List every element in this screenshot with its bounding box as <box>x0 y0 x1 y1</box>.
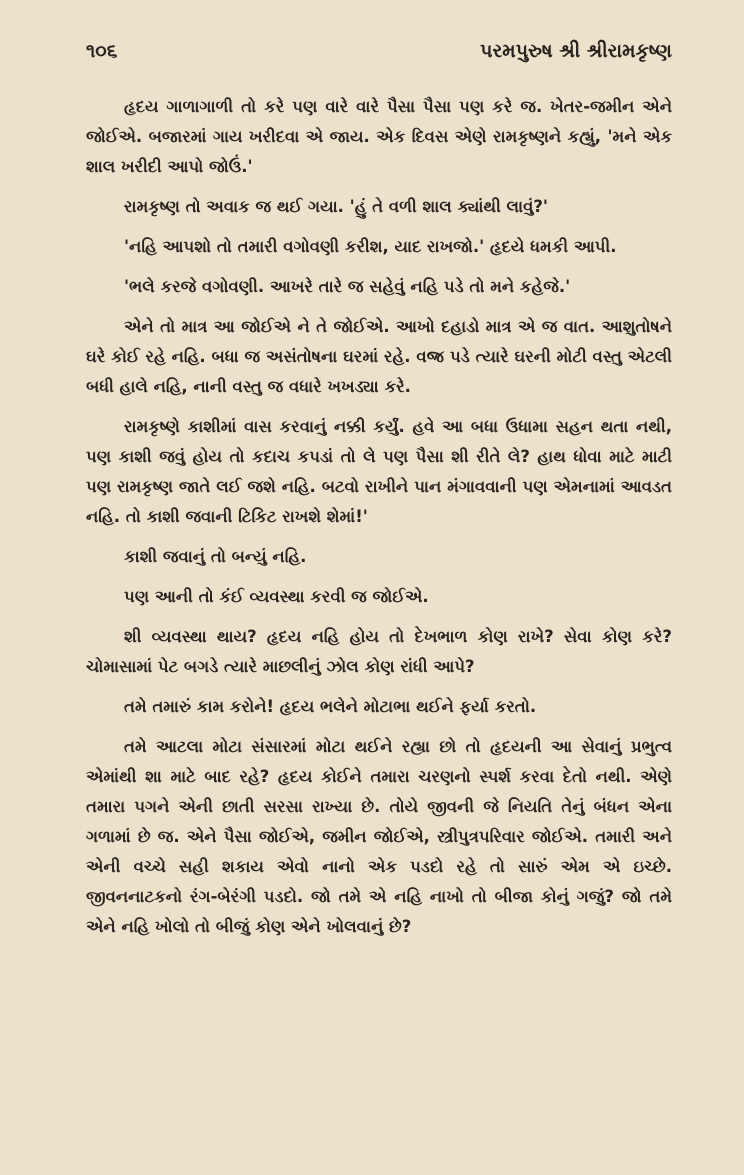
paragraph: શી વ્યવસ્થા થાય? હૃદય નહિ હોય તો દેખભાળ કોણ રાખે? સેવા કોણ કરે? ચોમાસામાં પેટ બગડે ત્યારે માછલીનું ઝોલ કોણ રાંધી આપે? <box>86 627 672 676</box>
paragraph: તમે તમારું કામ કરોને! હૃદય ભલેને મોટાભા થઈને ફર્યા કરતો. <box>124 697 537 716</box>
page-number: ૧૦૬ <box>86 40 118 62</box>
paragraph: તમે આટલા મોટા સંસારમાં મોટા થઈને રહ્યા છો તો હૃદયની આ સેવાનું પ્રભુત્વ એમાંથી શા માટે બાદ રહે? હૃદય કોઈને તમારા ચરણનો સ્પર્શ કરવા દેતો નથી. એણે તમારા પગને એની છાતી સરસા રાખ્યા છે. તોયે જીવની જે નિયતિ તેનું બંધન એના ગળામાં છે જ. એને પૈસા જોઈએ, જમીન જોઈએ, સ્ત્રીપુત્રપરિવાર જોઈએ. તમારી અને એની વચ્ચે સહી શકાય એવો નાનો એક પડદો રહે તો સારું એમ એ ઇચ્છે. જીવનનાટકનો રંગ-બેરંગી પડદો. જો તમે એ નહિ નાખો તો બીજા કોનું ગજું? જો તમે એને નહિ ખોલો તો બીજું કોણ એને ખોલવાનું છે? <box>86 737 672 936</box>
paragraph: 'ભલે કરજે વગોવણી. આખરે તારે જ સહેવું નહિ પડે તો મને કહેજે.' <box>124 277 571 296</box>
paragraph: પણ આની તો કંઈ વ્યવસ્થા કરવી જ જોઈએ. <box>124 587 429 606</box>
paragraph: એને તો માત્ર આ જોઈએ ને તે જોઈએ. આખો દહાડો માત્ર એ જ વાત. આશુતોષને ઘરે કોઈ રહે નહિ. બધા જ અસંતોષના ઘરમાં રહે. વજ્ર પડે ત્યારે ઘરની મોટી વસ્તુ એટલી બધી હાલે નહિ, નાની વસ્તુ જ વધારે ખખડ્યા કરે. <box>86 317 672 396</box>
paragraph: કાશી જવાનું તો બન્યું નહિ. <box>124 547 307 566</box>
paragraph: રામકૃષ્ણે કાશીમાં વાસ કરવાનું નક્કી કર્યું. હવે આ બધા ઉધામા સહન થતા નથી, પણ કાશી જવું હોય તો કદાચ કપડાં તો લે પણ પૈસા શી રીતે લે? હાથ ધોવા માટે માટી પણ રામકૃષ્ણ જાતે લઈ જશે નહિ. બટવો રાખીને પાન મંગાવવાની પણ એમનામાં આવડત નહિ. તો કાશી જવાની ટિકિટ રાખશે શેમાં!' <box>86 417 672 526</box>
running-title: પરમપુરુષ શ્રી શ્રીરામકૃષ્ણ <box>480 40 672 62</box>
paragraph: 'નહિ આપશો તો તમારી વગોવણી કરીશ, યાદ રાખજો.' હૃદયે ધમકી આપી. <box>124 237 617 256</box>
paragraph: હૃદય ગાળાગાળી તો કરે પણ વારે વારે પૈસા પૈસા પણ કરે જ. ખેતર-જમીન એને જોઈએ. બજારમાં ગાય ખરીદવા એ જાય. એક દિવસ એણે રામકૃષ્ણને કહ્યું, 'મને એક શાલ ખરીદી આપો જોઉં.' <box>86 97 672 176</box>
page-header <box>86 40 672 80</box>
paragraph: રામકૃષ્ણ તો અવાક જ થઈ ગયા. 'હું તે વળી શાલ ક્યાંથી લાવું?' <box>124 197 548 216</box>
page-body <box>86 92 672 942</box>
